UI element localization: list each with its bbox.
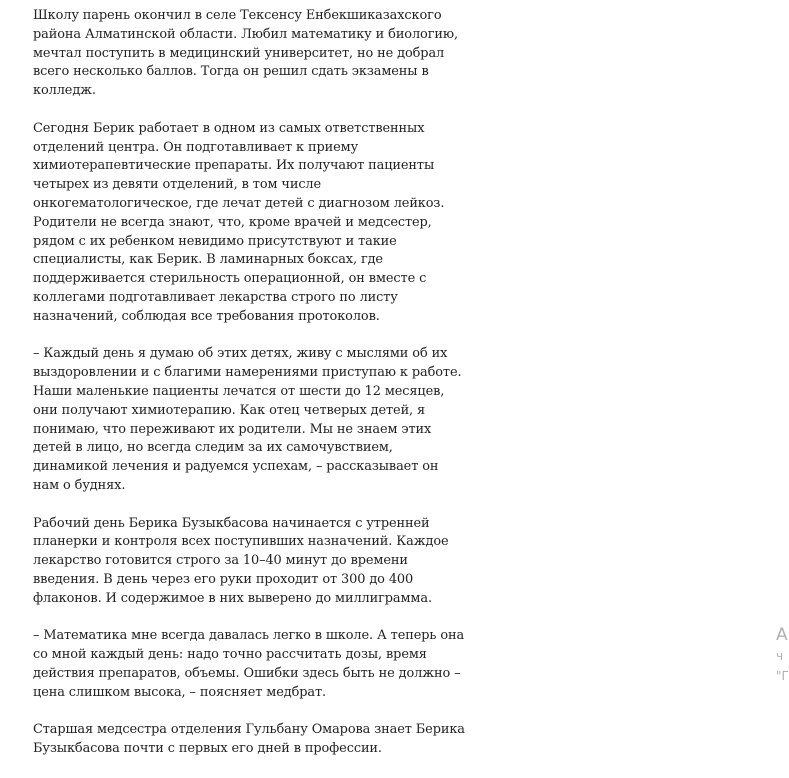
article-paragraph: – Каждый день я думаю об этих детях, живу с мыслями об их выздоровлении и с благими намерениями приступаю к работе. Наши маленькие пациенты лечатся от шести до 12 месяцев, они получают химиотерапию. Как отец четверых детей, я понимаю, что переживают их родители. Мы не знаем этих детей в лицо, но всегда следим за их самочувствием, динамикой лечения и радуемся успехам, – рассказывает он нам о буднях. xyxy=(33,346,462,493)
article-body xyxy=(33,7,465,778)
article-paragraph: Сегодня Берик работает в одном из самых ответственных отделений центра. Он подготавливает к приему химиотерапевтические препараты. Их получают пациенты четырех из девяти отделений, в том числе онкогематологическое, где лечат детей с диагнозом лейкоз. Родители не всегда знают, что, кроме врачей и медсестер, рядом с их ребенком невидимо присутствуют и такие специалисты, как Берик. В ламинарных боксах, где поддерживается стерильность операционной, он вместе с коллегами подготавливает лекарства строго по листу назначений, соблюдая все требования протоколов. xyxy=(33,120,445,324)
article-paragraph: Школу парень окончил в селе Тексенсу Енбекшиказахского района Алматинской области. Любил математику и биологию, мечтал поступить в медицинский университет, но не добрал всего несколько баллов. Тогда он решил сдать экзамены в колледж. xyxy=(33,8,458,99)
side-teaser-line: "Г xyxy=(776,669,789,683)
side-teaser-line: А xyxy=(776,625,788,645)
side-teaser-link[interactable] xyxy=(776,624,789,686)
article-paragraph: – Математика мне всегда давалась легко в школе. А теперь она со мной каждый день: надо точно рассчитать дозы, время действия препаратов, объемы. Ошибки здесь быть не должно – цена слишком высока, – поясняет медбрат. xyxy=(33,628,465,700)
side-teaser-line: ч xyxy=(776,649,784,663)
article-paragraph: Старшая медсестра отделения Гульбану Омарова знает Берика Бузыкбасова почти с первых его дней в профессии. xyxy=(33,722,465,757)
article-paragraph: Рабочий день Берика Бузыкбасова начинается с утренней планерки и контроля всех поступивших назначений. Каждое лекарство готовится строго за 10–40 минут до времени введения. В день через его руки проходит от 300 до 400 флаконов. И содержимое в них выверено до миллиграмма. xyxy=(33,515,449,606)
